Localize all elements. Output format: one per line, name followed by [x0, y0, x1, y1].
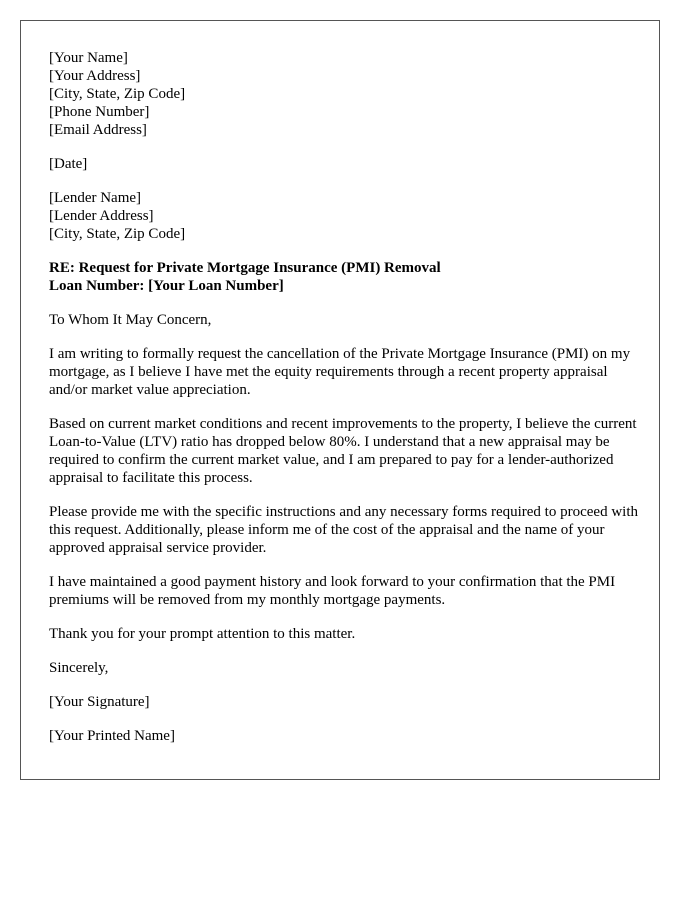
- letter-date: [Date]: [49, 156, 88, 172]
- recipient-name: [Lender Name]: [49, 190, 142, 206]
- sender-email: [Email Address]: [49, 122, 147, 138]
- letter-page: [20, 20, 660, 780]
- body-paragraph-3: Please provide me with the specific instructions and any necessary forms required to proceed with this request. Additionally, please inform me of the cost of the appraisal and the name of your approved appraisal service provider.: [49, 504, 638, 556]
- recipient-block: [49, 189, 639, 243]
- signature-placeholder: [Your Signature]: [49, 694, 150, 710]
- body-paragraph-4: I have maintained a good payment history and look forward to your confirmation that the PMI premiums will be removed from my monthly mortgage payments.: [49, 574, 616, 608]
- body-paragraph-5: Thank you for your prompt attention to this matter.: [49, 626, 356, 642]
- body-paragraph-2: Based on current market conditions and recent improvements to the property, I believe the current Loan-to-Value (LTV) ratio has dropped below 80%. I understand that a new appraisal may be required to confirm the current market value, and I am prepared to pay for a lender-authorized appraisal to facilitate this process.: [49, 416, 637, 486]
- recipient-city-state-zip: [City, State, Zip Code]: [49, 226, 186, 242]
- date-block: [49, 155, 639, 173]
- subject-block: [49, 259, 639, 295]
- sender-city-state-zip: [City, State, Zip Code]: [49, 86, 186, 102]
- body-paragraph-1: I am writing to formally request the cancellation of the Private Mortgage Insurance (PMI) on my mortgage, as I believe I have met the equity requirements through a recent property appraisal and/or market value appreciation.: [49, 346, 631, 398]
- sender-name: [Your Name]: [49, 50, 128, 66]
- closing: Sincerely,: [49, 660, 109, 676]
- salutation: To Whom It May Concern,: [49, 312, 212, 328]
- subject-loan-number: Loan Number: [Your Loan Number]: [49, 278, 284, 294]
- recipient-address: [Lender Address]: [49, 208, 154, 224]
- printed-name-placeholder: [Your Printed Name]: [49, 728, 175, 744]
- sender-phone: [Phone Number]: [49, 104, 150, 120]
- letter-content: [49, 49, 639, 761]
- sender-address: [Your Address]: [49, 68, 141, 84]
- subject-re-line: RE: Request for Private Mortgage Insurance (PMI) Removal: [49, 260, 441, 276]
- sender-block: [49, 49, 639, 139]
